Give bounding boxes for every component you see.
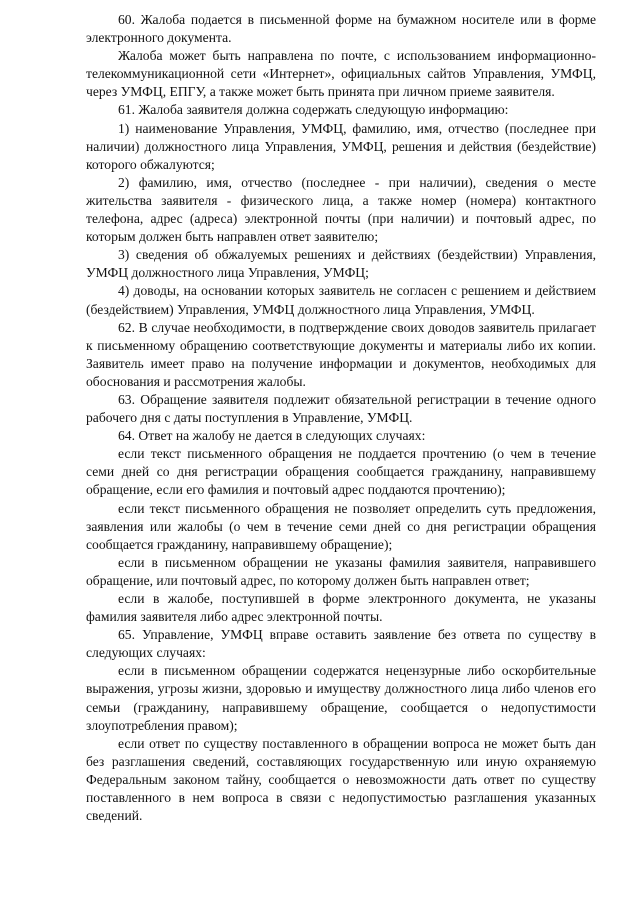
paragraph-64: 64. Ответ на жалобу не дается в следующих случаях: xyxy=(118,428,426,444)
document-page xyxy=(86,11,596,825)
paragraph-63: 63. Обращение заявителя подлежит обязательной регистрации в течение одного рабочего дня с даты поступления в Управление, УМФЦ. xyxy=(86,391,596,426)
paragraph-61: 61. Жалоба заявителя должна содержать следующую информацию: xyxy=(118,102,509,118)
paragraph-64-case-no-name: если в письменном обращении не указаны фамилия заявителя, направившего обращение, или почтовый адрес, по которому должен быть направлен ответ; xyxy=(86,554,596,588)
paragraph-64-case-unclear: если текст письменного обращения не позволяет определить суть предложения, заявления или жалобы (о чем в течение семи дней со дня регистрации обращения сообщается гражданину, направившему обращение); xyxy=(86,500,596,552)
paragraph-65-case-offensive: если в письменном обращении содержатся нецензурные либо оскорбительные выражения, угрозы жизни, здоровью и имуществу должностного лица либо членов его семьи (гражданину, направившему обращение, сообщается о недопустимости злоупотребления правом); xyxy=(86,663,596,733)
paragraph-61-item-4: 4) доводы, на основании которых заявитель не согласен с решением и действием (бездействием) Управления, УМФЦ должностного лица Управления, УМФЦ. xyxy=(86,283,596,317)
paragraph-64-case-electronic: если в жалобе, поступившей в форме электронного документа, не указаны фамилия заявителя либо адрес электронной почты. xyxy=(86,591,596,625)
paragraph-62: 62. В случае необходимости, в подтверждение своих доводов заявитель прилагает к письменному обращению соответствующие документы и материалы либо их копии. Заявитель имеет право на получение информации и документов, необходимых для обоснования и рассмотрения жалобы. xyxy=(86,319,596,389)
paragraph-61-item-3: 3) сведения об обжалуемых решениях и действиях (бездействии) Управления, УМФЦ должностного лица Управления, УМФЦ; xyxy=(86,247,596,281)
paragraph-65-case-secret: если ответ по существу поставленного в обращении вопроса не может быть дан без разглашения сведений, составляющих государственную или иную охраняемую Федеральным законом тайну, сообщается о невозможности дать ответ по существу поставленного в нем вопроса в связи с недопустимостью разглашения указанных сведений. xyxy=(86,735,596,824)
paragraph-60-submission-methods: Жалоба может быть направлена по почте, с использованием информационно-телекоммуникационной сети «Интернет», официальных сайтов Управления, УМФЦ, через УМФЦ, ЕПГУ, а также может быть принята при личном приеме заявителя. xyxy=(86,48,596,100)
paragraph-64-case-unreadable: если текст письменного обращения не поддается прочтению (о чем в течение семи дней со дня регистрации обращения сообщается гражданину, направившему обращение, если его фамилия и почтовый адрес поддаются прочтению); xyxy=(86,446,596,498)
paragraph-61-item-2: 2) фамилию, имя, отчество (последнее - при наличии), сведения о месте жительства заявителя - физического лица, а также номер (номера) контактного телефона, адрес (адреса) электронной почты (при наличии) и почтовый адрес, по которым должен быть направлен ответ заявителю; xyxy=(86,174,596,245)
paragraph-65: 65. Управление, УМФЦ вправе оставить заявление без ответа по существу в следующих случаях: xyxy=(86,627,596,661)
paragraph-61-item-1: 1) наименование Управления, УМФЦ, фамилию, имя, отчество (последнее при наличии) должностного лица Управления, УМФЦ, решения и действия (бездействие) которого обжалуются; xyxy=(86,120,596,172)
paragraph-60: 60. Жалоба подается в письменной форме на бумажном носителе или в форме электронного документа. xyxy=(86,12,596,46)
